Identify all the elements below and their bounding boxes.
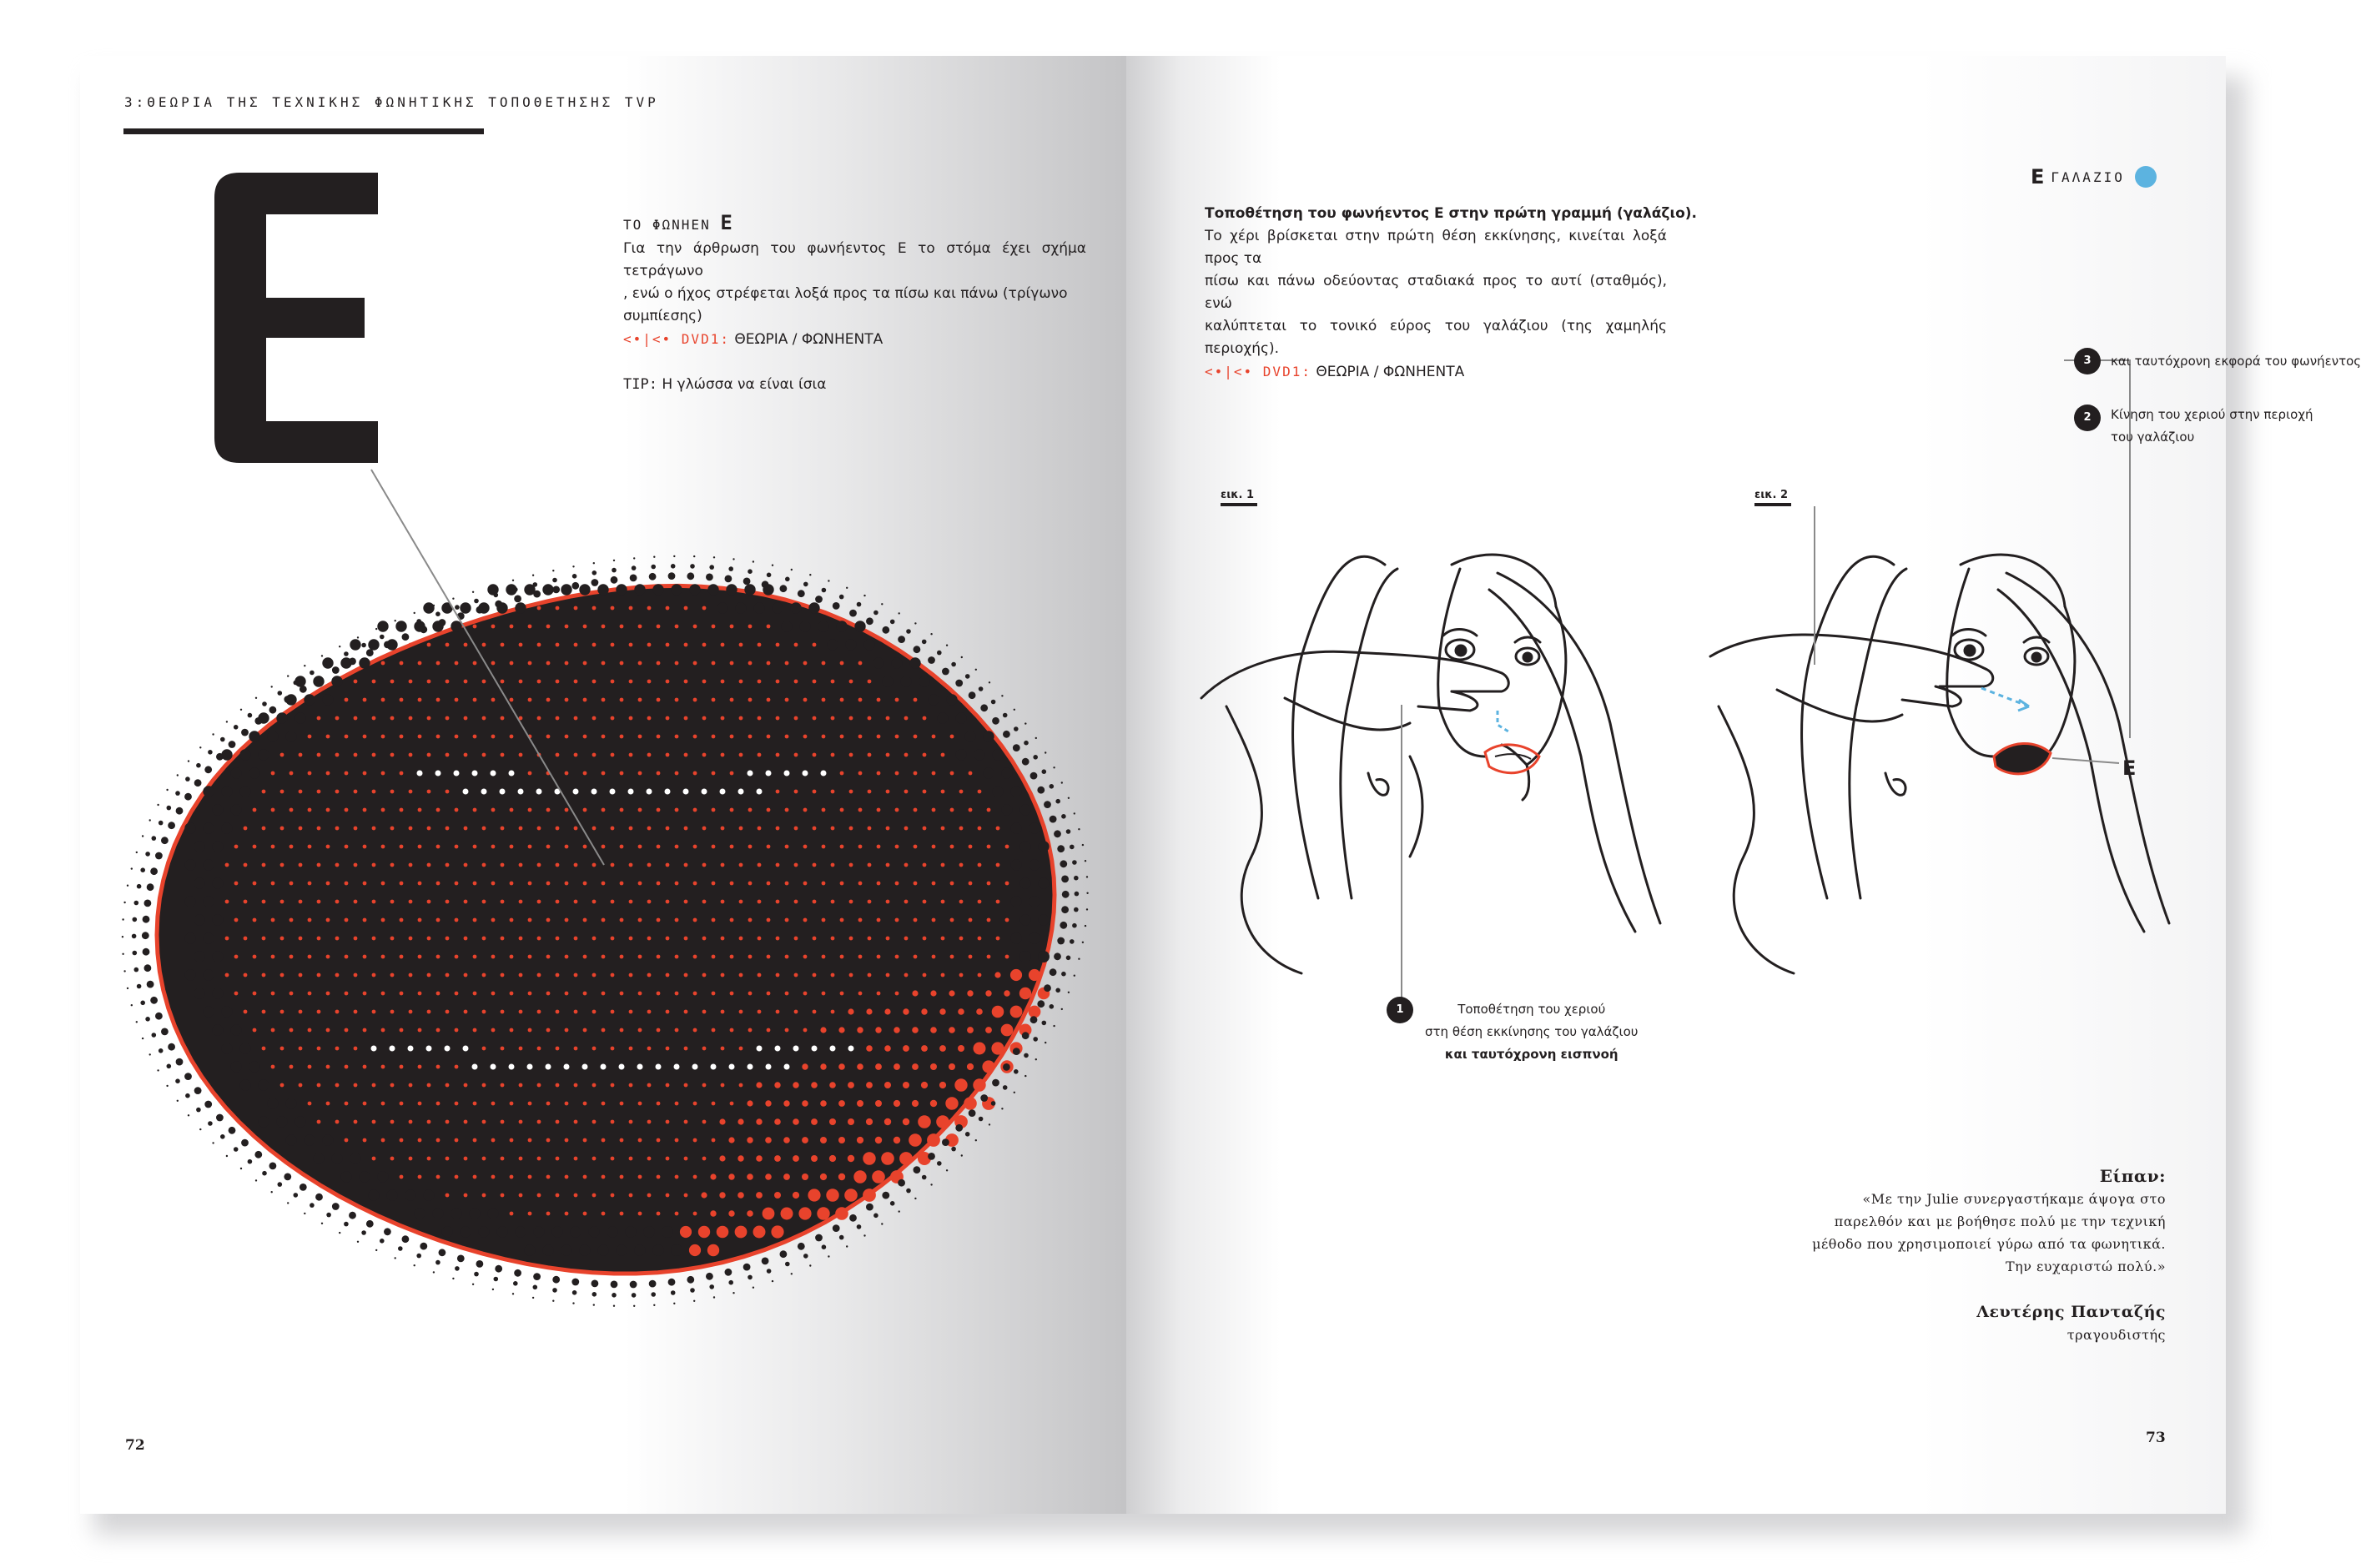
- vowel-description: [623, 210, 1086, 396]
- body-line: Το χέρι βρίσκεται στην πρώτη θέση εκκίνησης, κινείται λοξά προς τα: [1205, 228, 1667, 267]
- testimonial: [1699, 1165, 2166, 1346]
- vowel-callout: E: [2122, 756, 2137, 780]
- left-page: [80, 56, 1126, 1514]
- dvd-reference: <•|<• DVD1: ΘΕΩΡΙΑ / ΦΩΝΗΕΝΤΑ: [623, 331, 883, 348]
- body-line: , ενώ ο ήχος στρέφεται λοξά προς τα πίσω και πάνω (τρίγωνο: [623, 285, 1068, 302]
- vowel-body: [623, 238, 1086, 328]
- figure-2-label: εικ. 2: [1754, 489, 1791, 506]
- step-2: 2 Κίνηση του χεριού στην περιοχή του γαλάζιου: [2074, 405, 2313, 449]
- body-line: καλύπτεται το τονικό εύρος του γαλάζιου (της χαμηλής περιοχής).: [1205, 318, 1667, 357]
- right-page: [1126, 56, 2361, 1514]
- step-1-badge: 1: [1387, 997, 1413, 1023]
- quote-line: μέθοδο που χρησιμοποιεί γύρω από τα φωνητικά.: [1812, 1236, 2166, 1252]
- placement-title: Τοποθέτηση του φωνήεντος Ε στην πρώτη γραμμή (γαλάζιο).: [1205, 205, 1697, 222]
- running-head: 3:ΘΕΩΡΙΑ ΤΗΣ ΤΕΧΝΙΚΗΣ ΦΩΝΗΤΙΚΗΣ ΤΟΠΟΘΕΤΗΣΗΣ TVP: [124, 94, 659, 110]
- quote-line: Την ευχαριστώ πολύ.»: [2005, 1259, 2166, 1274]
- dvd-reference: <•|<• DVD1: ΘΕΩΡΙΑ / ΦΩΝΗΕΝΤΑ: [1205, 364, 1465, 380]
- step-3-badge: 3: [2074, 348, 2101, 374]
- quote-heading: Είπαν:: [2099, 1166, 2166, 1186]
- quote-role: τραγουδιστής: [2067, 1327, 2166, 1343]
- vowel-heading-letter: E: [720, 211, 732, 234]
- quote-line: «Με την Julie συνεργαστήκαμε άψογα στο: [1862, 1191, 2166, 1207]
- step-2-badge: 2: [2074, 405, 2101, 431]
- body-line: συμπίεσης): [623, 308, 702, 324]
- body-line: πίσω και πάνω οδεύοντας σταδιακά προς το αυτί (σταθμός), ενώ: [1205, 273, 1667, 312]
- vowel-heading: ΤΟ ΦΩΝΗΕΝ E: [623, 211, 732, 234]
- step-3: 3 και ταυτόχρονη εκφορά του φωνήεντος: [2074, 348, 2361, 374]
- page-number-right: 73: [2146, 1430, 2166, 1446]
- tip: TIP: Η γλώσσα να είναι ίσια: [623, 376, 827, 393]
- pointer-line: [80, 56, 1126, 973]
- figure-1-label: εικ. 1: [1221, 489, 1257, 506]
- page-number-left: 72: [125, 1437, 145, 1454]
- quote-author: Λευτέρης Πανταζής: [1976, 1303, 2166, 1321]
- step-1: 1 Τοποθέτηση του χεριού στη θέση εκκίνησης του γαλάζιου και ταυτόχρονη εισπνοή: [1387, 997, 1639, 1066]
- quote-line: παρελθόν και με βοήθησε πολύ με την τεχνική: [1834, 1214, 2166, 1229]
- color-tag: E ΓΑΛΑΖΙΟ: [2031, 165, 2157, 188]
- body-line: Για την άρθρωση του φωνήεντος Ε το στόμα έχει σχήμα τετράγωνο: [623, 240, 1086, 279]
